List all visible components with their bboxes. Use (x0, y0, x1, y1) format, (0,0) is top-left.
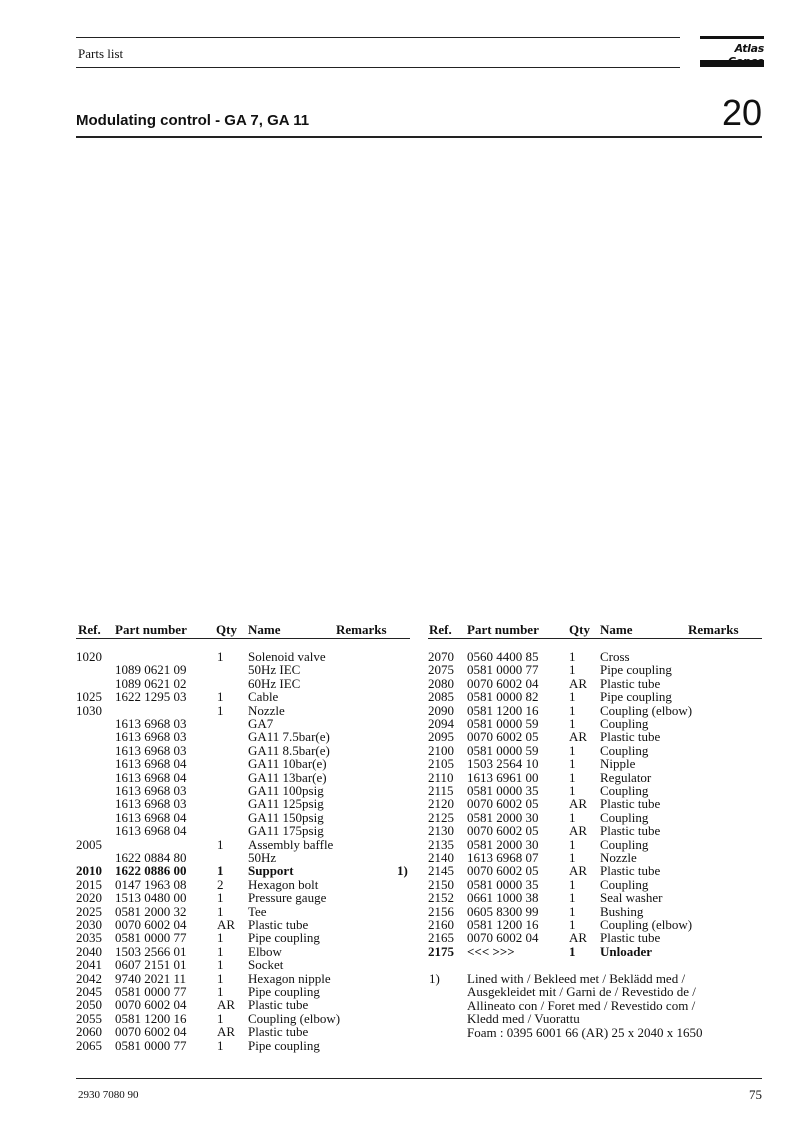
qty-cell: AR (569, 930, 588, 946)
part-number-cell: 0581 2000 32 (115, 903, 187, 919)
name-cell: Pipe coupling (248, 930, 320, 946)
part-number-cell: 0581 0000 82 (467, 689, 539, 705)
col-header-name: Name (600, 622, 633, 637)
table-row (76, 1025, 416, 1038)
table-row (428, 891, 768, 904)
ref-cell: 2005 (76, 836, 102, 852)
ref-cell: 2085 (428, 689, 454, 705)
part-number-cell: 0581 0000 35 (467, 783, 539, 798)
part-number-cell: 0581 1200 16 (467, 917, 539, 932)
table-row (428, 905, 768, 918)
header-bottom-rule (76, 67, 680, 68)
qty-cell: 1 (217, 836, 224, 852)
table-row (76, 851, 416, 864)
qty-cell: 1 (217, 984, 224, 999)
part-number-cell: 0581 0000 77 (467, 662, 539, 678)
table-row (76, 690, 416, 703)
ref-cell: 2135 (428, 836, 454, 852)
table-row (428, 771, 768, 784)
name-cell: Solenoid valve (248, 649, 326, 664)
ref-cell: 2035 (76, 930, 102, 946)
ref-cell: 2075 (428, 662, 454, 678)
ref-cell: 2055 (76, 1010, 102, 1026)
qty-cell: 1 (217, 863, 224, 879)
left-table-header-rule (76, 638, 410, 639)
part-number-cell: 1613 6968 03 (115, 796, 187, 812)
part-number-cell: 0070 6002 05 (467, 796, 539, 812)
name-cell: Coupling (elbow) (248, 1010, 341, 1026)
qty-cell: 1 (217, 930, 224, 946)
table-row (76, 878, 416, 891)
ref-cell: 2020 (76, 890, 102, 906)
name-cell: GA7 (248, 716, 274, 731)
part-number-cell: 0070 6002 04 (115, 1024, 187, 1040)
part-number-cell: 1613 6968 03 (115, 783, 187, 798)
name-cell: Pipe coupling (248, 1037, 320, 1053)
part-number-cell: <<< >>> (467, 943, 515, 959)
atlas-copco-logo: Atlas (734, 42, 764, 55)
part-number-cell: 1513 0480 00 (115, 890, 187, 906)
name-cell: Coupling (elbow) (600, 917, 693, 932)
ref-cell: 2165 (428, 930, 454, 946)
part-number-cell: 0607 2151 01 (115, 957, 187, 973)
ref-cell: 2175 (428, 943, 454, 959)
name-cell: Coupling (600, 876, 649, 892)
qty-cell: 1 (569, 903, 576, 919)
name-cell: Plastic tube (600, 675, 661, 691)
page-number: 75 (749, 1087, 762, 1102)
ref-cell: 1020 (76, 649, 102, 664)
name-cell: Plastic tube (600, 823, 661, 839)
table-row (76, 824, 416, 837)
part-number-cell: 0070 6002 05 (467, 729, 539, 745)
col-header-remarks: Remarks (336, 622, 387, 637)
table-row (76, 704, 416, 717)
table-row (76, 784, 416, 797)
ref-cell: 2025 (76, 903, 102, 919)
header-top-rule (76, 37, 680, 38)
ref-cell: 2045 (76, 984, 102, 999)
name-cell: Plastic tube (600, 729, 661, 745)
name-cell: Support (248, 863, 294, 879)
table-row (76, 891, 416, 904)
table-row (76, 663, 416, 676)
chapter-number: 20 (721, 92, 762, 133)
qty-cell: AR (569, 796, 588, 812)
qty-cell: 1 (217, 970, 224, 986)
name-cell: 50Hz IEC (248, 662, 301, 678)
qty-cell: 1 (217, 903, 224, 919)
ref-cell: 2040 (76, 943, 102, 959)
name-cell: Nipple (600, 756, 636, 772)
table-row (428, 730, 768, 743)
part-number-cell: 0070 6002 05 (467, 823, 539, 839)
qty-cell: AR (569, 823, 588, 839)
table-row (76, 972, 416, 985)
footnote-line: Allineato con / Foret med / Revestido com / (467, 997, 696, 1013)
qty-cell: 1 (569, 890, 576, 906)
name-cell: 50Hz (248, 850, 277, 865)
table-row (428, 824, 768, 837)
name-cell: Coupling (600, 836, 649, 852)
part-number-cell: 0070 6002 05 (467, 863, 539, 879)
name-cell: Plastic tube (248, 1024, 309, 1040)
table-row (428, 690, 768, 703)
table-row (428, 717, 768, 730)
name-cell: Elbow (248, 943, 282, 959)
part-number-cell: 0581 2000 30 (467, 836, 539, 852)
name-cell: Pipe coupling (600, 689, 672, 705)
footer-rule (76, 1078, 762, 1079)
ref-cell: 2140 (428, 850, 454, 865)
ref-cell: 2090 (428, 702, 454, 718)
col-header-part-number: Part number (115, 622, 187, 637)
table-row (428, 663, 768, 676)
part-number-cell: 1613 6968 04 (115, 756, 187, 772)
name-cell: GA11 100psig (248, 783, 324, 798)
name-cell: Regulator (600, 769, 652, 785)
ref-cell: 2095 (428, 729, 454, 745)
footnote-line: Foam : 0395 6001 66 (AR) 25 x 2040 x 1650 (467, 1024, 703, 1040)
ref-cell: 2152 (428, 890, 454, 906)
name-cell: Coupling (elbow) (600, 702, 693, 718)
name-cell: Tee (248, 903, 267, 919)
part-number-cell: 9740 2021 11 (115, 970, 187, 986)
part-number-cell: 0581 1200 16 (467, 702, 539, 718)
part-number-cell: 0661 1000 38 (467, 890, 539, 906)
qty-cell: 1 (217, 1037, 224, 1053)
part-number-cell: 0070 6002 04 (467, 675, 539, 691)
qty-cell: 1 (217, 890, 224, 906)
qty-cell: 1 (217, 957, 224, 973)
name-cell: Hexagon bolt (248, 876, 319, 892)
qty-cell: 1 (569, 716, 576, 731)
part-number-cell: 0581 0000 59 (467, 716, 539, 731)
table-row (76, 931, 416, 944)
table-row (76, 757, 416, 770)
part-number-cell: 1089 0621 09 (115, 662, 187, 678)
table-row (428, 864, 768, 877)
qty-cell: AR (569, 729, 588, 745)
part-number-cell: 0560 4400 85 (467, 649, 539, 664)
logo-bottom-bar (700, 60, 764, 67)
name-cell: Coupling (600, 809, 649, 825)
footnote-line: Ausgekleidet mit / Garni de / Revestido de / (467, 984, 696, 1000)
part-number-cell: 0070 6002 04 (467, 930, 539, 946)
table-row (76, 744, 416, 757)
col-header-remarks: Remarks (688, 622, 739, 637)
table-row (76, 771, 416, 784)
table-row (428, 744, 768, 757)
col-header-ref: Ref. (78, 622, 101, 637)
qty-cell: AR (569, 863, 588, 879)
table-row (428, 931, 768, 944)
part-number-cell: 1613 6968 04 (115, 823, 187, 839)
table-row (76, 811, 416, 824)
table-row (76, 677, 416, 690)
ref-cell: 1025 (76, 689, 102, 705)
name-cell: Coupling (600, 742, 649, 758)
name-cell: Plastic tube (600, 930, 661, 946)
name-cell: Seal washer (600, 890, 663, 906)
name-cell: 60Hz IEC (248, 675, 301, 691)
ref-cell: 2050 (76, 997, 102, 1013)
qty-cell: 1 (569, 649, 576, 664)
part-number-cell: 0147 1963 08 (115, 876, 187, 892)
table-row (428, 945, 768, 958)
ref-cell: 2130 (428, 823, 454, 839)
part-number-cell: 0581 1200 16 (115, 1010, 187, 1026)
table-row (76, 650, 416, 663)
table-row (428, 704, 768, 717)
name-cell: Pressure gauge (248, 890, 327, 906)
col-header-name: Name (248, 622, 281, 637)
ref-cell: 2105 (428, 756, 454, 772)
page-title: Modulating control - GA 7, GA 11 (76, 112, 310, 129)
part-number-cell: 1622 1295 03 (115, 689, 187, 705)
right-table-header-rule (428, 638, 762, 639)
ref-cell: 2120 (428, 796, 454, 812)
table-row (76, 1039, 416, 1052)
part-number-cell: 0070 6002 04 (115, 997, 187, 1013)
remarks-cell: 1) (397, 863, 408, 879)
ref-cell: 2150 (428, 876, 454, 892)
part-number-cell: 1613 6968 03 (115, 716, 187, 731)
part-number-cell: 0581 0000 59 (467, 742, 539, 758)
table-row (428, 784, 768, 797)
part-number-cell: 0581 0000 77 (115, 1037, 187, 1053)
qty-cell: 1 (217, 649, 224, 664)
ref-cell: 2010 (76, 863, 102, 879)
part-number-cell: 0581 0000 35 (467, 876, 539, 892)
table-row (428, 650, 768, 663)
footnote-line: Kledd med / Vuorattu (467, 1011, 580, 1027)
ref-cell: 2100 (428, 742, 454, 758)
name-cell: Bushing (600, 903, 644, 919)
ref-cell: 2110 (428, 769, 454, 785)
table-row (428, 677, 768, 690)
table-row (76, 1012, 416, 1025)
table-row (76, 958, 416, 971)
logo-top-bar (700, 36, 764, 39)
qty-cell: 1 (569, 702, 576, 718)
ref-cell: 2125 (428, 809, 454, 825)
table-row (76, 838, 416, 851)
part-number-cell: 1622 0884 80 (115, 850, 187, 865)
qty-cell: 1 (217, 1010, 224, 1026)
ref-cell: 2145 (428, 863, 454, 879)
name-cell: Plastic tube (600, 863, 661, 879)
name-cell: Cross (600, 649, 630, 664)
qty-cell: 2 (217, 876, 224, 892)
table-row (76, 905, 416, 918)
ref-cell: 2070 (428, 649, 454, 664)
col-header-part-number: Part number (467, 622, 539, 637)
name-cell: Cable (248, 689, 279, 705)
name-cell: GA11 150psig (248, 809, 324, 825)
qty-cell: AR (217, 1024, 236, 1040)
qty-cell: 1 (569, 689, 576, 705)
part-number-cell: 1613 6961 00 (467, 769, 539, 785)
part-number-cell: 1613 6968 07 (467, 850, 539, 865)
footnote-line: Lined with / Bekleed met / Beklädd med / (467, 971, 686, 986)
table-row (428, 838, 768, 851)
qty-cell: 1 (569, 783, 576, 798)
qty-cell: 1 (569, 850, 576, 865)
qty-cell: 1 (569, 836, 576, 852)
ref-cell: 2042 (76, 970, 102, 986)
col-header-qty: Qty (569, 622, 590, 637)
table-row (428, 757, 768, 770)
name-cell: GA11 10bar(e) (248, 756, 327, 772)
ref-cell: 1030 (76, 702, 102, 718)
name-cell: Assembly baffle (248, 836, 334, 852)
ref-cell: 2156 (428, 903, 454, 919)
part-number-cell: 1613 6968 04 (115, 809, 187, 825)
table-row (428, 797, 768, 810)
ref-cell: 2094 (428, 716, 454, 731)
ref-cell: 2060 (76, 1024, 102, 1040)
part-number-cell: 1613 6968 04 (115, 769, 187, 785)
name-cell: Socket (248, 957, 284, 973)
qty-cell: 1 (569, 943, 576, 959)
table-row (76, 717, 416, 730)
qty-cell: 1 (569, 769, 576, 785)
name-cell: Plastic tube (600, 796, 661, 812)
name-cell: Coupling (600, 783, 649, 798)
ref-cell: 2030 (76, 917, 102, 932)
table-row (428, 811, 768, 824)
col-header-ref: Ref. (429, 622, 452, 637)
qty-cell: 1 (569, 742, 576, 758)
section-label: Parts list (78, 46, 124, 61)
name-cell: Hexagon nipple (248, 970, 331, 986)
name-cell: Unloader (600, 943, 652, 959)
table-row (76, 918, 416, 931)
document-number: 2930 7080 90 (78, 1089, 139, 1101)
table-row (76, 945, 416, 958)
qty-cell: 1 (217, 943, 224, 959)
qty-cell: 1 (569, 917, 576, 932)
table-row (428, 918, 768, 931)
ref-cell: 2080 (428, 675, 454, 691)
name-cell: GA11 13bar(e) (248, 769, 327, 785)
ref-cell: 2041 (76, 957, 102, 973)
qty-cell: 1 (217, 689, 224, 705)
ref-cell: 2065 (76, 1037, 102, 1053)
name-cell: Plastic tube (248, 917, 309, 932)
qty-cell: AR (217, 997, 236, 1013)
part-number-cell: 1089 0621 02 (115, 675, 187, 691)
part-number-cell: 0581 0000 77 (115, 930, 187, 946)
name-cell: Nozzle (248, 702, 285, 718)
qty-cell: 1 (217, 702, 224, 718)
col-header-qty: Qty (216, 622, 237, 637)
qty-cell: 1 (569, 756, 576, 772)
name-cell: GA11 125psig (248, 796, 324, 812)
part-number-cell: 0581 0000 77 (115, 984, 187, 999)
footnote-marker: 1) (429, 971, 440, 986)
title-rule (76, 136, 762, 138)
qty-cell: AR (569, 675, 588, 691)
name-cell: Pipe coupling (248, 984, 320, 999)
table-row (428, 878, 768, 891)
name-cell: GA11 8.5bar(e) (248, 742, 330, 758)
table-row (76, 985, 416, 998)
name-cell: Pipe coupling (600, 662, 672, 678)
name-cell: Coupling (600, 716, 649, 731)
ref-cell: 2115 (428, 783, 454, 798)
ref-cell: 2015 (76, 876, 102, 892)
table-row (428, 851, 768, 864)
part-number-cell: 1503 2566 01 (115, 943, 187, 959)
table-row (76, 797, 416, 810)
table-row (76, 730, 416, 743)
part-number-cell: 0605 8300 99 (467, 903, 539, 919)
qty-cell: 1 (569, 662, 576, 678)
ref-cell: 2160 (428, 917, 454, 932)
qty-cell: 1 (569, 809, 576, 825)
name-cell: Plastic tube (248, 997, 309, 1013)
part-number-cell: 1622 0886 00 (115, 863, 187, 879)
qty-cell: AR (217, 917, 236, 932)
part-number-cell: 0581 2000 30 (467, 809, 539, 825)
part-number-cell: 0070 6002 04 (115, 917, 187, 932)
name-cell: GA11 175psig (248, 823, 324, 839)
part-number-cell: 1503 2564 10 (467, 756, 539, 772)
table-row (76, 998, 416, 1011)
table-row (76, 864, 416, 877)
name-cell: GA11 7.5bar(e) (248, 729, 330, 745)
qty-cell: 1 (569, 876, 576, 892)
name-cell: Nozzle (600, 850, 637, 865)
part-number-cell: 1613 6968 03 (115, 729, 187, 745)
part-number-cell: 1613 6968 03 (115, 742, 187, 758)
